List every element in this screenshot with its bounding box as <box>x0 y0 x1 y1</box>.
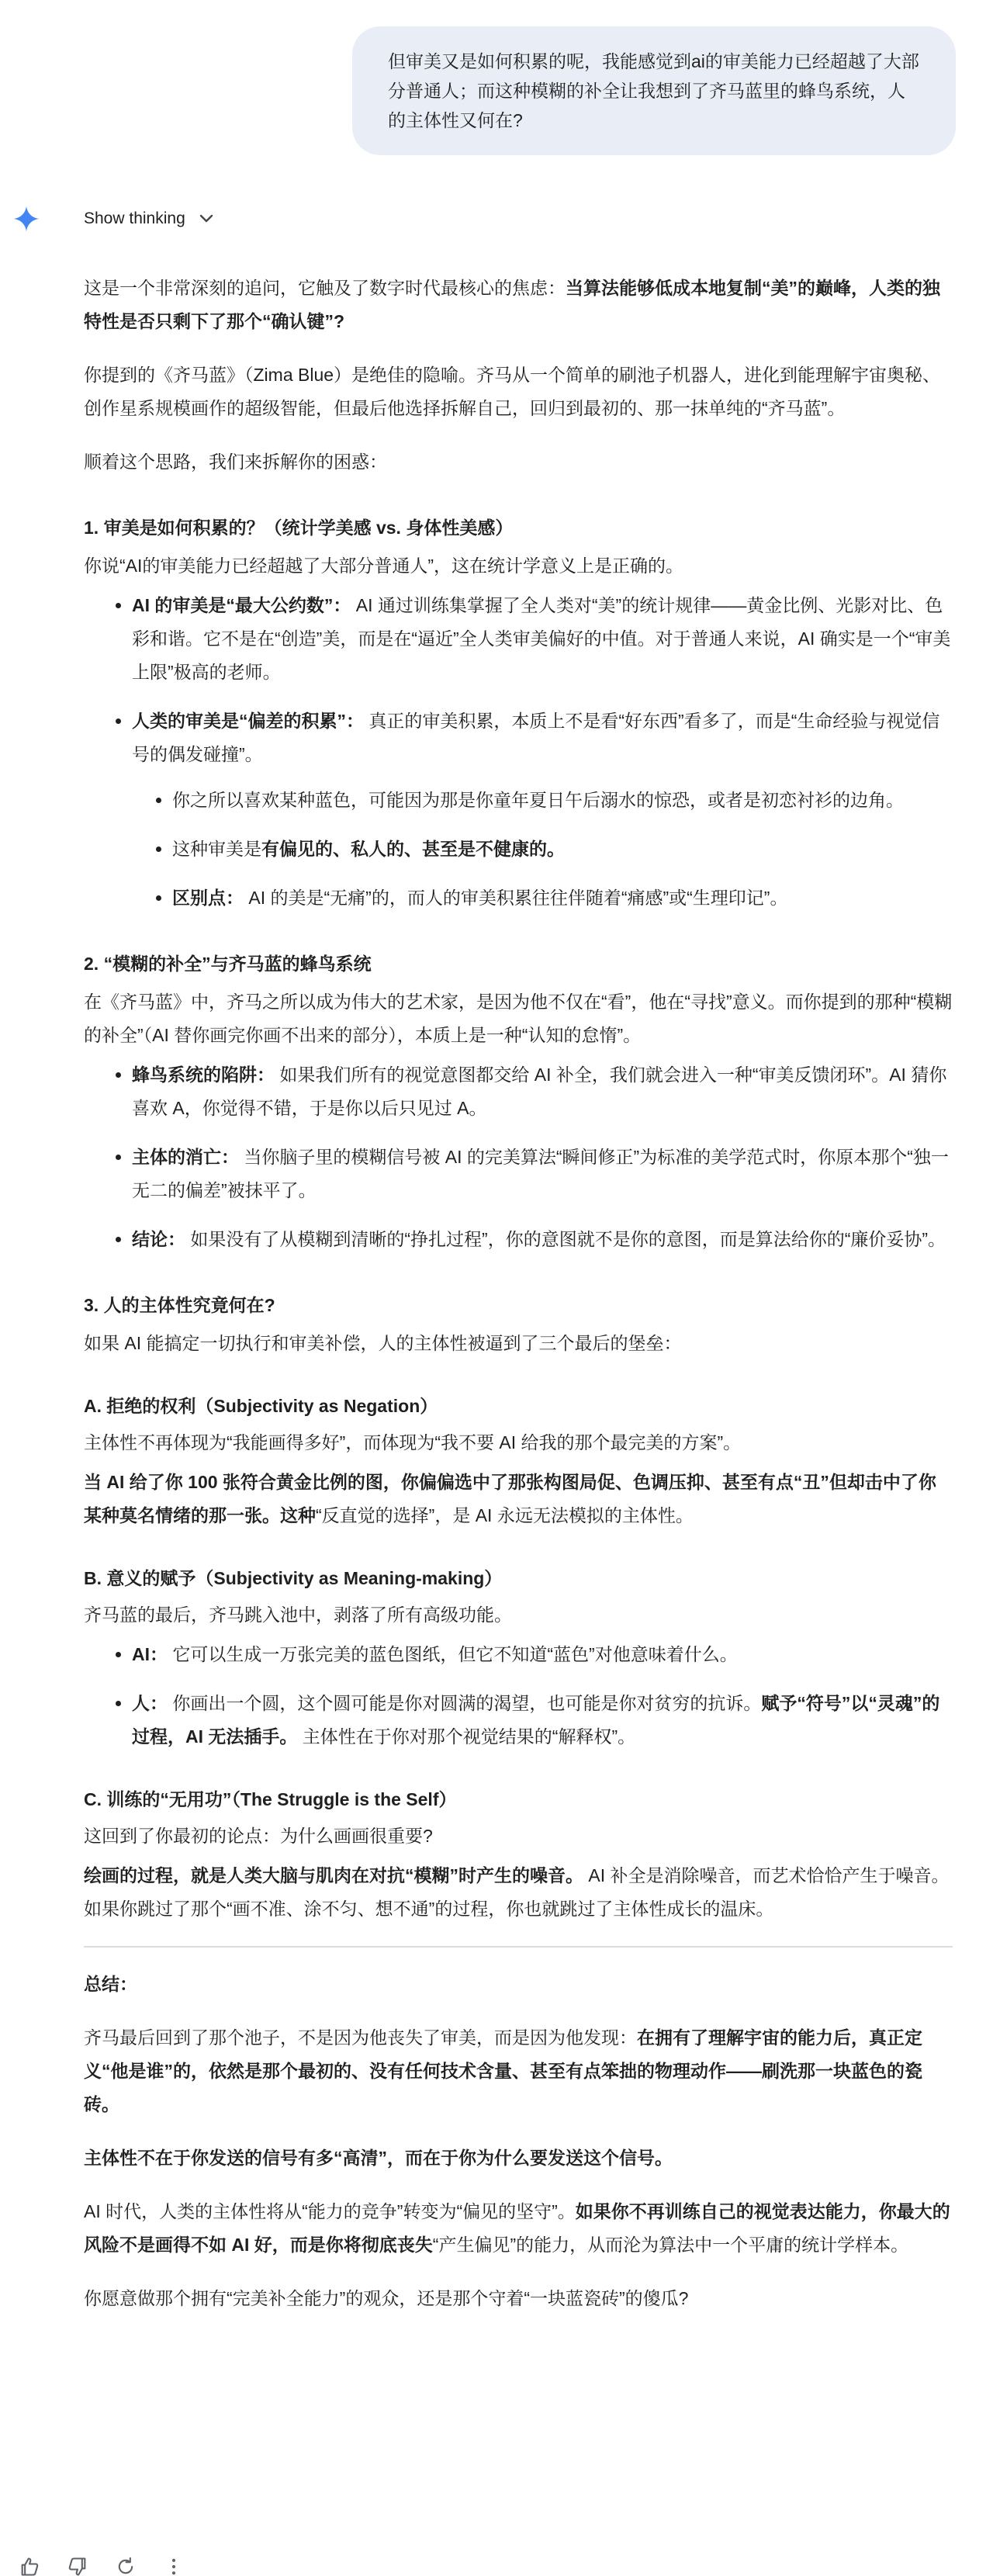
list-item-text: 它可以生成一万张完美的蓝色图纸，但它不知道“蓝色”对他意味着什么。 <box>168 1644 738 1664</box>
summary-emphasis: 在拥有了理解宇宙的能力后，真正定义“他是谁”的，依然是那个最初的、没有任何技术含量、甚至有点笨拙的物理动作——刷洗那一块蓝色的瓷砖。 <box>84 2027 922 2114</box>
summary-paragraph <box>84 2021 953 2121</box>
list-item-text: 如果没有了从模糊到清晰的“挣扎过程”，你的意图就不是你的意图，而是算法给你的“廉价妥协”。 <box>185 1229 946 1249</box>
summary-heading <box>84 1968 953 2001</box>
list-item <box>132 1687 953 1754</box>
list-item-text: 如果我们所有的视觉意图都交给 AI 补全，我们就会进入一种“审美反馈闭环”。AI 猜你喜欢 A，你觉得不错，于是你以后只见过 A。 <box>132 1065 947 1118</box>
summary-paragraph <box>84 2141 953 2175</box>
section-heading: 2. “模糊的补全”与齐马蓝的蜂鸟系统 <box>84 954 372 974</box>
list-item-text: 主体性在于你对那个视觉结果的“解释权”。 <box>297 1726 636 1747</box>
list-item-label: 人类的审美是“偏差的积累”： <box>132 711 364 731</box>
paragraph: 主体性不再体现为“我能画得多好”，而体现为“我不要 AI 给我的那个最完美的方案”。 <box>84 1432 742 1452</box>
chevron-down-icon <box>199 214 213 223</box>
sub-list-text: AI 的美是“无痛”的，而人的审美积累往往伴随着“痛感”或“生理印记”。 <box>244 888 788 908</box>
sub-list-label: 区别点： <box>172 888 244 908</box>
user-message-text: 但审美又是如何积累的呢，我能感觉到ai的审美能力已经超越了大部分普通人；而这种模糊的补全让我想到了齐马蓝里的蜂鸟系统，人的主体性又何在? <box>352 26 956 155</box>
bullet-list <box>84 1638 953 1754</box>
summary-text: 齐马最后回到了那个池子，不是因为他丧失了审美，而是因为他发现： <box>84 2027 637 2048</box>
show-thinking-toggle[interactable] <box>12 200 213 237</box>
list-item <box>132 1058 953 1125</box>
paragraph: 这回到了你最初的论点：为什么画画很重要? <box>84 1826 433 1846</box>
summary-paragraph: 你愿意做那个拥有“完美补全能力”的观众，还是那个守着“一块蓝瓷砖”的傻瓜? <box>84 2288 689 2308</box>
list-item-text: 真正的审美积累，本质上不是看“好东西”看多了，而是“生命经验与视觉信号的偶发碰撞”。 <box>132 711 940 764</box>
more-icon[interactable] <box>163 2556 185 2576</box>
section-lead: 如果 AI 能搞定一切执行和审美补偿，人的主体性被逼到了三个最后的堡垒： <box>84 1333 682 1353</box>
subsection-heading: A. 拒绝的权利（Subjectivity as Negation） <box>84 1396 438 1416</box>
list-item <box>132 1141 953 1207</box>
summary-title: 总结： <box>84 1974 137 1994</box>
list-item-text: 当你脑子里的模糊信号被 AI 的完美算法“瞬间修正”为标准的美学范式时，你原本那个“独一无二的偏差”被抹平了。 <box>132 1147 949 1200</box>
paragraph-text: AI 补全是消除噪音，而艺术恰恰产生于噪音。如果你跳过了那个“画不准、涂不匀、想不通”的过程，你也就跳过了主体性成长的温床。 <box>84 1865 950 1919</box>
paragraph-emphasis: 绘画的过程，就是人类大脑与肌肉在对抗“模糊”时产生的噪音。 <box>84 1865 583 1885</box>
sub-list-item <box>172 881 953 915</box>
subsection-heading: B. 意义的赋予（Subjectivity as Meaning-making） <box>84 1568 503 1588</box>
intro-text: 这是一个非常深刻的追问，它触及了数字时代最核心的焦虑： <box>84 278 566 298</box>
summary-text: AI 时代，人类的主体性将从“能力的竞争”转变为“偏见的坚守”。 <box>84 2201 576 2221</box>
list-item-label: 主体的消亡： <box>132 1147 239 1167</box>
user-message <box>352 26 956 155</box>
paragraph <box>84 1466 953 1532</box>
list-item-text: 你画出一个圆，这个圆可能是你对圆满的渴望，也可能是你对贫穷的抗诉。 <box>168 1693 762 1713</box>
sub-list-item: • 你之所以喜欢某种蓝色，可能因为那是你童年夏日午后溺水的惊恐，或者是初恋衬衫的边角。 <box>172 784 953 817</box>
summary-text: “产生偏见”的能力，从而沦为算法中一个平庸的统计学样本。 <box>432 2235 909 2255</box>
model-response <box>84 272 953 2335</box>
sub-list-text: 这种审美是 <box>172 839 261 859</box>
list-item <box>132 1223 953 1256</box>
sub-list <box>132 784 953 915</box>
gemini-spark-icon <box>12 205 40 233</box>
section-heading: 3. 人的主体性究竟何在? <box>84 1295 275 1315</box>
list-item-label: 蜂鸟系统的陷阱： <box>132 1065 275 1085</box>
list-item-label: 人： <box>132 1693 168 1713</box>
list-item <box>132 705 953 915</box>
intro-paragraph <box>84 272 953 338</box>
summary-emphasis: 如果你不再训练自己的视觉表达能力，你最大的风险不是画得不如 AI 好，而是你将彻底丧失 <box>84 2201 950 2255</box>
intro-paragraph: 顺着这个思路，我们来拆解你的困惑： <box>84 452 387 472</box>
intro-paragraph: 你提到的《齐马蓝》（Zima Blue）是绝佳的隐喻。齐马从一个简单的刷池子机器人，进化到能理解宇宙奥秘、创作星系规模画作的超级智能，但最后他选择拆解自己，回归到最初的、那一抹单纯的“齐马蓝”。 <box>84 365 941 418</box>
bullet-list <box>84 589 953 915</box>
summary-paragraph <box>84 2195 953 2262</box>
subsection-heading: C. 训练的“无用功”（The Struggle is the Self） <box>84 1789 457 1809</box>
response-actions <box>19 2550 185 2576</box>
divider <box>84 1946 953 1948</box>
list-item-label: AI： <box>132 1644 168 1664</box>
list-item <box>132 1638 953 1671</box>
regenerate-icon[interactable] <box>115 2556 137 2576</box>
paragraph <box>84 1859 953 1926</box>
sub-list-item <box>172 833 953 866</box>
bullet-list <box>84 1058 953 1256</box>
paragraph: 齐马蓝的最后，齐马跳入池中，剥落了所有高级功能。 <box>84 1605 512 1625</box>
section-heading: 1. 审美是如何积累的？（统计学美感 vs. 身体性美感） <box>84 518 514 538</box>
show-thinking-label: Show thinking <box>84 209 185 227</box>
thumb-up-icon[interactable] <box>19 2556 40 2576</box>
sub-list-emphasis: 有偏见的、私人的、甚至是不健康的。 <box>261 839 565 859</box>
summary-emphasis: 主体性不在于你发送的信号有多“高清”，而在于你为什么要发送这个信号。 <box>84 2148 673 2168</box>
thumb-down-icon[interactable] <box>67 2556 88 2576</box>
section-lead: 在《齐马蓝》中，齐马之所以成为伟大的艺术家，是因为他不仅在“看”，他在“寻找”意义。而你提到的那种“模糊的补全”（AI 替你画完你画不出来的部分），本质上是一种“认知的怠惰”。 <box>84 992 953 1045</box>
paragraph-text: “反直觉的选择”，是 AI 永远无法模拟的主体性。 <box>316 1505 694 1525</box>
section-lead: 你说“AI的审美能力已经超越了大部分普通人”，这在统计学意义上是正确的。 <box>84 556 684 576</box>
list-item-text: AI 通过训练集掌握了全人类对“美”的统计规律——黄金比例、光影对比、色彩和谐。它不是在“创造”美，而是在“逼近”全人类审美偏好的中值。对于普通人来说，AI 确实是一个“审美上限”极高的老师。 <box>132 595 951 682</box>
list-item <box>132 589 953 689</box>
list-item-label: AI 的审美是“最大公约数”： <box>132 595 351 615</box>
paragraph-emphasis: 当 AI 给了你 100 张符合黄金比例的图，你偏偏选中了那张构图局促、色调压抑、甚至有点“丑”但却击中了你某种莫名情绪的那一张。这种 <box>84 1472 936 1525</box>
list-item-label: 结论： <box>132 1229 185 1249</box>
intro-emphasis: 当算法能够低成本地复制“美”的巅峰，人类的独特性是否只剩下了那个“确认键”? <box>84 278 940 331</box>
list-item-emphasis: 赋予“符号”以“灵魂”的过程，AI 无法插手。 <box>132 1693 940 1747</box>
